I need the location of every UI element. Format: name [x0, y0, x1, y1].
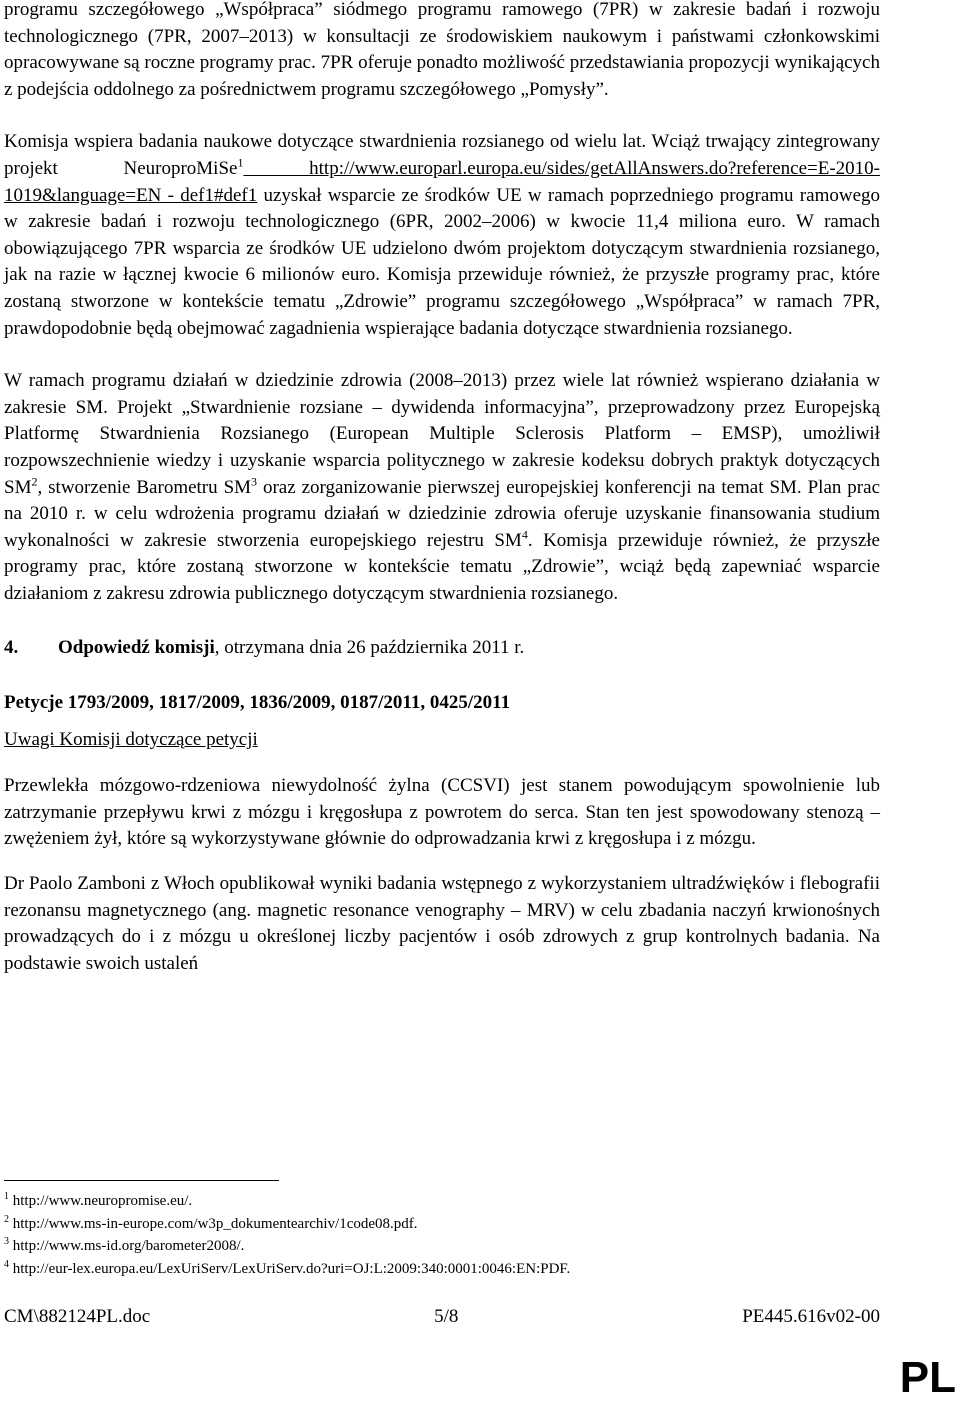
footnote-4 [4, 1258, 880, 1281]
paragraph-ccsvi: Przewlekła mózgowo-rdzeniowa niewydolność żylna (CCSVI) jest stanem powodującym spowolnienie lub zatrzymanie przepływu krwi z mózgu i kręgosłupa z powrotem do serca. Stan ten jest spowodowany stenozą – zwężeniem żył, które są wykorzystywane głównie do odprowadzania krwi z kręgosłupa i z mózgu. [4, 775, 880, 850]
footnote-link[interactable]: http://eur-lex.europa.eu/LexUriServ/LexUriServ.do?uri=OJ:L:2009:340:0001:0046:EN:PDF. [12, 1260, 571, 1277]
footnote-ref-3[interactable]: 3 [251, 474, 258, 489]
page-number: 5/8 [434, 1306, 459, 1327]
paragraph-zamboni: Dr Paolo Zamboni z Włoch opublikował wyniki badania wstępnego z wykorzystaniem ultradźwięków i flebografii rezonansu magnetycznego (ang. magnetic resonance venography – MRV) w celu zbadania naczyń krwionośnych prowadzących do i z mózgu u określonej liczby pacjentów i osób zdrowych z grup kontrolnych badania. Na podstawie swoich ustaleń [4, 873, 880, 974]
paragraph-text: W ramach programu działań w dziedzinie zdrowia (2008–2013) przez wiele lat również wspierano działania w zakresie SM. Projekt „Stwardnienie rozsiane – dywidenda informacyjna”, przeprowadzony przez Europejską Platformę Stwardnienia Rozsianego (European Multiple Sclerosis Platform – EMSP), umożliwił rozpowszechnienie wiedzy i uzyskanie wsparcia politycznego w zakresie kodeksu dobrych praktyk dotyczących SM [4, 370, 880, 498]
paragraph-neuropromise [4, 129, 880, 342]
doc-reference: CM\882124PL.doc [4, 1306, 151, 1327]
section-title-bold: Odpowiedź komisji [58, 637, 215, 659]
section-title-rest: , otrzymana dnia 26 października 2011 r. [214, 637, 525, 659]
paragraph-health-programme [4, 368, 880, 607]
document-body [4, 0, 880, 977]
paragraph-text: . Komisja przewiduje również, że przyszłe programy prac, które zostaną stworzone w kontekście tematu „Zdrowie”, wciąż będą zapewniać wsparcie działaniom z zakresu zdrowia publicznego dotyczącym stwardnienia rozsianego. [4, 529, 880, 604]
pe-reference: PE445.616v02-00 [742, 1306, 880, 1327]
language-code: PL [899, 1353, 956, 1402]
footnote-number: 4 [4, 1258, 9, 1270]
section-number: 4. [4, 637, 19, 659]
section-title [58, 635, 524, 662]
section-heading [4, 635, 880, 662]
paragraph-7pr: programu szczegółowego „Współpraca” siódmego programu ramowego (7PR) w zakresie badań i rozwoju technologicznego (7PR, 2007–2013) w konsultacji ze środowiskiem naukowym i państwami członkowskimi opracowywane są roczne programy prac. 7PR oferuje ponadto możliwość przedstawiania propozycji wynikających z podejścia oddolnego za pośrednictwem programu szczegółowego „Pomysły”. [4, 0, 880, 100]
footnote-1 [4, 1190, 880, 1213]
footnote-number: 1 [4, 1191, 9, 1202]
paragraph-text: oraz zorganizowanie pierwszej europejskiej konferencji na temat SM. Plan prac na 2010 r. w celu wdrożenia programu działań w dziedzinie zdrowia oferuje uzyskanie finansowania studium wykonalności w zakresie stworzenia europejskiego rejestru SM [4, 476, 881, 551]
footnote-ref-4[interactable]: 4 [521, 527, 528, 542]
paragraph-text: , stworzenie Barometru SM [37, 476, 252, 498]
footnote-link[interactable]: http://www.ms-id.org/barometer2008/. [12, 1238, 245, 1254]
paragraph-text: uzyskał wsparcie ze środków UE w ramach poprzedniego programu ramowego w zakresie badań i rozwoju technologicznego (6PR, 2002–2006) w kwocie 11,4 miliona euro. W ramach obowiązującego 7PR wsparcia ze środków UE udzielono dwóm projektom dotyczącym stwardnienia rozsianego, jak na razie w łącznej kwocie 6 milionów euro. Komisja przewiduje również, że przyszłe programy prac, które zostaną stworzone w kontekście tematu „Zdrowie” programu szczegółowego „Współpraca” w ramach 7PR, prawdopodobnie będą obejmować zagadnienia wspierające badania dotyczące stwardnienia rozsianego. [4, 184, 880, 339]
footnote-link[interactable]: http://www.ms-in-europe.com/w3p_dokumentearchiv/1code08.pdf. [12, 1215, 418, 1232]
footnote-ref-1[interactable]: 1 [237, 155, 244, 170]
footnote-ref-2[interactable]: 2 [31, 474, 38, 489]
footnote-number: 2 [4, 1213, 9, 1225]
footnote-number: 3 [4, 1236, 9, 1247]
petitions-heading: Petycje 1793/2009, 1817/2009, 1836/2009, 0187/2011, 0425/2011 [4, 692, 511, 714]
footnote-link[interactable]: http://www.neuropromise.eu/. [12, 1193, 193, 1209]
footnote-2 [4, 1213, 880, 1236]
remarks-heading: Uwagi Komisji dotyczące petycji [4, 728, 258, 750]
footnote-3 [4, 1235, 880, 1258]
page-footer [4, 1304, 880, 1331]
europarl-link[interactable]: http://www.europarl.europa.eu/sides/getAllAnswers.do?reference=E-2010-1019&language=EN - def1#def1 [4, 157, 880, 206]
footnote-separator [4, 1180, 279, 1181]
paragraph-text: Komisja wspiera badania naukowe dotyczące stwardnienia rozsianego od wielu lat. Wciąż trwający zintegrowany projekt NeuroproMiSe [4, 131, 880, 179]
footnotes [4, 1180, 880, 1280]
